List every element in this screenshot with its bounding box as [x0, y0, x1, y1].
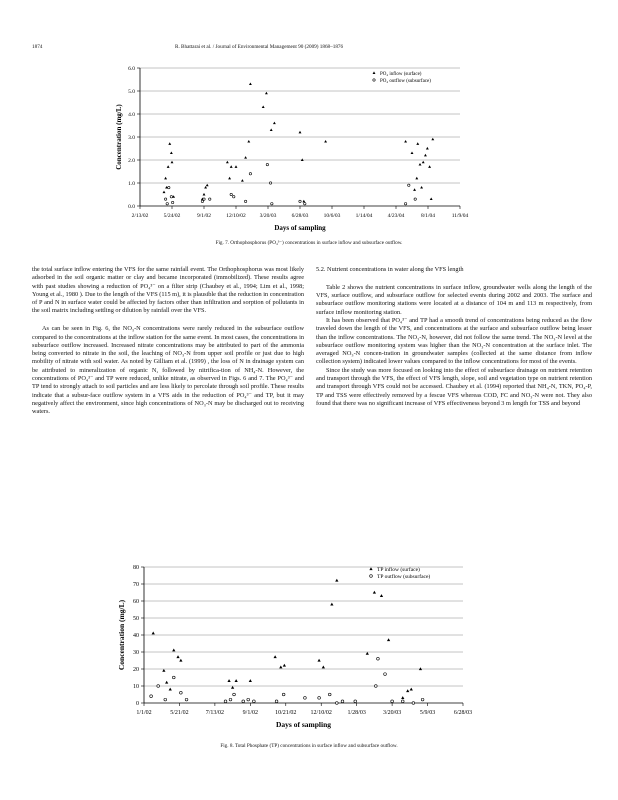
fig8-inflow-point — [283, 664, 286, 667]
fig8-outflow-point — [242, 700, 245, 703]
fig8-inflow-point — [231, 686, 234, 689]
fig8-y-axis-label: Concentration (mg/L) — [117, 599, 126, 671]
fig7-inflow-point — [170, 152, 173, 155]
fig8-inflow-point — [179, 659, 182, 662]
fig7-inflow-point — [226, 161, 229, 164]
fig7-x-tick-label: 10/6/03 — [323, 213, 341, 219]
fig7-outflow-point — [269, 182, 271, 184]
fig7-inflow-point — [273, 122, 276, 125]
fig8-inflow-point — [330, 603, 333, 606]
fig8-outflow-point — [391, 700, 394, 703]
fig7-legend-label: PO₄ inflow (surface) — [380, 72, 422, 77]
fig7-x-tick-label: 2/13/02 — [131, 213, 149, 219]
fig8-outflow-point — [412, 702, 415, 705]
fig7-inflow-point — [249, 83, 252, 86]
fig8-y-tick-label: 10 — [133, 684, 139, 690]
fig7-inflow-point — [206, 184, 209, 187]
fig7-x-tick-label: 12/10/02 — [226, 213, 246, 219]
fig7-y-tick-label: 1.0 — [128, 181, 135, 187]
fig7-outflow-point — [404, 203, 406, 205]
fig7-outflow-point — [168, 186, 170, 188]
fig7-outflow-point — [304, 203, 306, 205]
right-paragraph-2: It has been observed that PO₄³⁻ and TP had a smooth trend of concentrations being reduced as the flow traveled down the length of the VFS, and concentrations at the surface and subsurface outflow being lesser than the inflow concentrations. The NO₃-N, however, did not follow the same trend. The NO₃-N level at the subsurface outflow monitoring system was higher than the NO₃-N concentration at the surface inlet. The averaged NO₃-N concen-tration in groundwater samples (collected at the same distance from inflow collection system) indicated lower values compared to the inflow concentrations for most of the events. — [316, 316, 592, 366]
fig7-y-tick-label: 0.0 — [128, 204, 135, 210]
fig7-outflow-point — [201, 200, 203, 202]
fig7-inflow-point — [228, 177, 231, 180]
fig8-outflow-point — [224, 700, 227, 703]
fig8-outflow-point — [247, 698, 250, 701]
section-heading: 5.2. Nutrient concentrations in water along the VFS length — [316, 266, 464, 273]
fig7-outflow-point — [164, 198, 166, 200]
fig7-inflow-point — [428, 165, 431, 168]
left-paragraph-2: As can be seen in Fig. 6, the NO₃-N concentrations were rarely reduced in the subsurface outflow compared to the concentrations at the inflow station for the same event. In most cases, the concentrations in subsurface outflow increased. Increased nitrate concentrations may be attributed to part of the ammonia being converted to nitrate in the soil, the leaching of NO₃-N from upper soil profile or just due to high mobility of nitrate with soil water. As noted by Gilliam et al. (1999) , the loss of N in drainage system can be attributed to mineralization of organic N, followed by nitrifica-tion of NH₄-N. However, the concentrations of PO₄³⁻ and TP were reduced, unlike nitrate, as observed in Figs. 6 and 7. The PO₄³⁻ and TP tend to strongly attach to soil particles and are less likely to percolate through soil profile. These results indicate that a subsur-face outflow system in a VFS aids in the reduction of PO₄³⁻ and TP, but it may negatively affect the environment, since high concentrations of NO₃-N may be discharged out to receiving waters. — [32, 325, 304, 416]
fig7-outflow-point — [203, 198, 205, 200]
fig7-inflow-point — [420, 186, 423, 189]
right-paragraph-3: Since the study was more focused on looking into the effect of subsurface drainage on nutrient retention and transport through the VFS, the effect of VFS length, slope, soil and vegetation type on nutrient retention and transport through VFS could not be accessed. Chaubey et al. (1994) reported that NH₄-N, TKN, PO₄-P, TP and TSS were effectively removed by a fescue VFS whereas COD, FC and NO₃-N were not. They also found that there was no significant increase of VFS effectiveness beyond 3 m length for TSS and beyond — [316, 366, 592, 407]
fig8-x-tick-label: 5/21/02 — [170, 710, 189, 716]
fig8-outflow-point — [401, 700, 404, 703]
fig8-inflow-point — [162, 669, 165, 672]
right-paragraph-1: Table 2 shows the nutrient concentrations in surface inflow, groundwater wells along the length of the VFS, surface outflow, and subsurface outflow for selected events during 2002 and 2003. The surface and subsurface outflow monitoring stations were located at a distance of 104 m and 113 m respectively, from surface inflow monitoring station. — [316, 283, 592, 316]
fig7-inflow-point — [404, 140, 407, 143]
fig7-legend-label: PO₄ outflow (subsurface) — [380, 79, 431, 84]
fig7-outflow-point — [233, 196, 235, 198]
fig7-inflow-point — [203, 193, 206, 196]
fig7-outflow-point — [209, 198, 211, 200]
fig8-y-tick-label: 50 — [133, 616, 139, 622]
fig7-inflow-point — [430, 198, 433, 201]
figure-7-caption: Fig. 7. Orthophosphorus (PO₄³⁻) concentrations in surface inflow and subsurface outflow. — [215, 240, 403, 246]
fig8-inflow-point — [152, 632, 155, 635]
fig7-inflow-point — [167, 165, 170, 168]
fig8-inflow-point — [279, 666, 282, 669]
fig7-x-tick-label: 4/23/04 — [387, 213, 405, 219]
fig7-x-tick-label: 11/9/04 — [451, 213, 469, 219]
fig8-outflow-point — [304, 697, 307, 700]
fig7-outflow-point — [299, 200, 301, 202]
fig8-outflow-point — [180, 691, 183, 694]
fig8-x-tick-label: 1/28/03 — [347, 710, 366, 716]
fig7-x-tick-label: 3/20/03 — [259, 213, 277, 219]
fig8-y-tick-label: 80 — [133, 565, 139, 571]
fig7-outflow-point — [408, 184, 410, 186]
page-number: 1874 — [32, 44, 43, 50]
left-column — [32, 266, 304, 417]
fig8-inflow-point — [366, 652, 369, 655]
fig8-x-tick-label: 12/10/02 — [310, 710, 332, 716]
fig8-y-tick-label: 30 — [133, 650, 139, 656]
fig8-inflow-point — [274, 655, 277, 658]
fig7-inflow-point — [411, 152, 414, 155]
fig8-outflow-point — [341, 700, 344, 703]
fig8-outflow-point — [282, 693, 285, 696]
fig7-inflow-point — [171, 161, 174, 164]
fig8-inflow-point — [387, 638, 390, 641]
fig7-inflow-point — [426, 147, 429, 150]
fig7-outflow-point — [230, 193, 232, 195]
fig7-outflow-point — [170, 196, 172, 198]
fig8-inflow-point — [410, 688, 413, 691]
fig8-y-tick-label: 20 — [133, 667, 139, 673]
fig7-inflow-point — [244, 156, 247, 159]
fig7-x-tick-label: 6/28/03 — [291, 213, 309, 219]
fig7-inflow-point — [324, 140, 327, 143]
fig8-inflow-point — [227, 679, 230, 682]
fig7-inflow-point — [204, 186, 207, 189]
fig8-inflow-point — [373, 591, 376, 594]
fig8-outflow-point — [384, 673, 387, 676]
fig7-inflow-point — [301, 158, 304, 161]
fig8-outflow-point — [328, 693, 331, 696]
fig8-x-tick-label: 7/13/02 — [205, 710, 225, 716]
fig8-outflow-point — [377, 657, 380, 660]
fig7-x-axis-label: Days of sampling — [274, 224, 326, 232]
fig7-y-tick-label: 4.0 — [128, 112, 135, 118]
right-column — [316, 266, 592, 408]
fig7-outflow-point — [414, 198, 416, 200]
fig8-outflow-point — [150, 695, 153, 698]
fig7-inflow-point — [235, 165, 238, 168]
fig7-inflow-point — [247, 140, 250, 143]
fig8-x-tick-label: 3/20/03 — [382, 710, 402, 716]
fig8-y-tick-label: 70 — [133, 582, 139, 588]
fig7-legend-marker — [373, 71, 376, 74]
fig8-outflow-point — [185, 698, 188, 701]
fig8-legend-label: TP inflow (surface) — [377, 567, 420, 573]
fig7-inflow-point — [431, 138, 434, 141]
fig8-inflow-point — [380, 594, 383, 597]
fig8-inflow-point — [335, 579, 338, 582]
fig7-inflow-point — [424, 154, 427, 157]
figure-7-chart — [0, 58, 618, 246]
fig7-inflow-point — [302, 200, 305, 203]
fig8-outflow-point — [275, 700, 278, 703]
fig8-inflow-point — [419, 667, 422, 670]
fig7-y-tick-label: 2.0 — [128, 158, 135, 164]
fig7-inflow-point — [415, 177, 418, 180]
fig7-inflow-point — [241, 179, 244, 182]
fig7-x-tick-label: 8/1/04 — [420, 213, 436, 219]
fig8-inflow-point — [406, 689, 409, 692]
fig8-inflow-point — [322, 666, 325, 669]
fig7-y-tick-label: 3.0 — [128, 135, 135, 141]
fig7-inflow-point — [230, 165, 233, 168]
fig8-inflow-point — [317, 659, 320, 662]
fig8-inflow-point — [172, 649, 175, 652]
fig7-outflow-point — [244, 200, 246, 202]
fig8-outflow-point — [335, 702, 338, 705]
fig7-outflow-point — [171, 201, 173, 203]
fig7-y-tick-label: 6.0 — [128, 66, 135, 72]
fig7-inflow-point — [164, 177, 167, 180]
fig7-inflow-point — [168, 142, 171, 145]
fig8-outflow-point — [157, 685, 160, 688]
fig7-x-tick-label: 1/14/04 — [355, 213, 373, 219]
fig8-outflow-point — [253, 700, 256, 703]
fig7-outflow-point — [249, 173, 251, 175]
fig8-outflow-point — [233, 693, 236, 696]
fig7-legend-marker — [373, 79, 375, 81]
fig7-x-tick-label: 9/1/02 — [196, 213, 212, 219]
fig8-x-tick-label: 5/9/03 — [419, 710, 436, 716]
fig8-outflow-point — [421, 698, 424, 701]
fig7-inflow-point — [416, 142, 419, 145]
fig8-x-tick-label: 1/1/02 — [136, 710, 152, 716]
fig8-outflow-point — [318, 697, 321, 700]
fig7-outflow-point — [166, 203, 168, 205]
left-paragraph-1: the total surface inflow entering the VFS for the same rainfall event. The Orthophosphorus was most likely adsorbed in the soil organic matter or clay and became incorporated (immobilized). These results agree with past studies showing a reduction of PO₄³⁻ on a filter strip (Chaubey et al., 1994; Lim et al., 1998; Young et al., 1980 ). Due to the length of the VFS (115 m), it is plausible that the reduction in concentration of P and N in surface water could be affected by factors other than infiltration and sorption of pollutants in the soil matrix including settling or dilution by rainfall over the VFS. — [32, 266, 304, 315]
fig7-inflow-point — [163, 191, 166, 194]
fig7-y-tick-label: 5.0 — [128, 89, 135, 95]
fig8-inflow-point — [235, 679, 238, 682]
fig7-y-axis-label: Concentration (mg/L) — [115, 104, 123, 170]
figure-8-caption: Fig. 8. Total Phosphate (TP) concentrations in surface inflow and subsurface outflow. — [220, 743, 398, 749]
fig8-x-tick-label: 9/1/02 — [242, 710, 259, 716]
fig7-inflow-point — [422, 161, 425, 164]
fig8-outflow-point — [354, 700, 357, 703]
fig8-inflow-point — [249, 679, 252, 682]
fig7-inflow-point — [270, 129, 273, 132]
fig7-inflow-point — [299, 131, 302, 134]
fig8-x-axis-label: Days of sampling — [275, 720, 332, 729]
fig8-outflow-point — [164, 698, 167, 701]
fig7-outflow-point — [271, 203, 273, 205]
fig8-inflow-point — [169, 688, 172, 691]
fig8-legend-label: TP outflow (subsurface) — [377, 574, 431, 580]
fig8-inflow-point — [176, 655, 179, 658]
figure-8-chart — [0, 558, 618, 748]
fig8-inflow-point — [165, 681, 168, 684]
fig8-y-tick-label: 40 — [133, 633, 139, 639]
fig8-legend-marker — [370, 575, 373, 578]
fig7-inflow-point — [265, 92, 268, 95]
fig8-outflow-point — [229, 698, 232, 701]
fig7-inflow-point — [262, 106, 265, 109]
running-title: R. Bhattarai et al. / Journal of Environmental Management 90 (2009) 1868–1876 — [175, 44, 344, 50]
fig7-outflow-point — [266, 163, 268, 165]
fig7-inflow-point — [419, 163, 422, 166]
fig8-y-tick-label: 0 — [136, 701, 139, 707]
fig8-outflow-point — [374, 685, 377, 688]
fig8-inflow-point — [401, 696, 404, 699]
fig8-x-tick-label: 10/21/02 — [275, 710, 297, 716]
fig8-outflow-point — [172, 676, 175, 679]
fig7-inflow-point — [413, 188, 416, 191]
fig8-x-tick-label: 6/28/03 — [453, 710, 473, 716]
fig7-x-tick-label: 5/24/02 — [163, 213, 181, 219]
fig8-y-tick-label: 60 — [133, 599, 139, 605]
fig8-legend-marker — [369, 567, 372, 570]
